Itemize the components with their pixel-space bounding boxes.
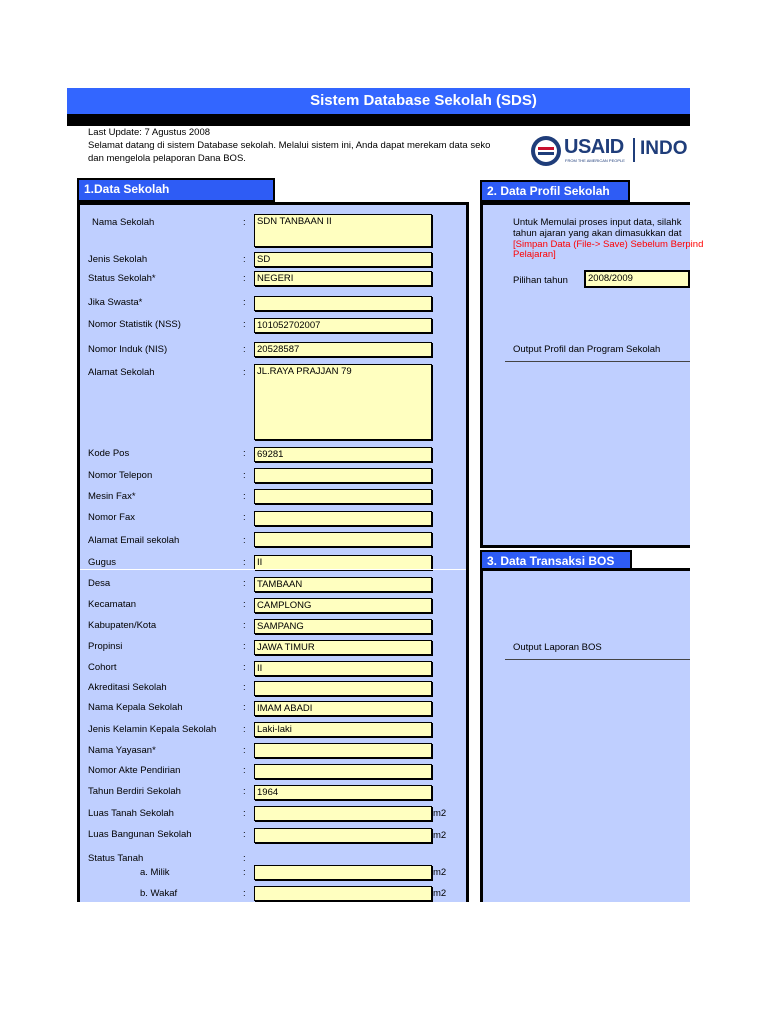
title-bar <box>67 88 690 114</box>
last-update: Last Update: 7 Agustus 2008 <box>88 127 211 138</box>
output-profil-underline <box>505 361 690 362</box>
unit-label: m2 <box>433 830 447 841</box>
field-label: Gugus <box>88 557 116 568</box>
field-colon: : <box>243 853 246 864</box>
data-transaksi-panel <box>480 568 690 902</box>
save-warning-1: [Simpan Data (File-> Save) Sebelum Berpind <box>513 239 704 250</box>
field-colon: : <box>243 512 246 523</box>
field-input[interactable]: 20528587 <box>254 342 432 357</box>
field-label: Nama Sekolah <box>92 217 155 228</box>
output-bos-underline <box>505 659 690 660</box>
field-label: Jenis Sekolah <box>88 254 148 265</box>
field-input[interactable]: 101052702007 <box>254 318 432 333</box>
field-input[interactable] <box>254 489 432 504</box>
field-input[interactable] <box>254 828 432 843</box>
profil-instruction-1: Untuk Memulai proses input data, silahk <box>513 217 682 228</box>
field-colon: : <box>243 297 246 308</box>
year-select[interactable]: 2008/2009 <box>584 270 690 288</box>
unit-label: m2 <box>433 808 447 819</box>
field-input[interactable]: SAMPANG <box>254 619 432 634</box>
field-input[interactable] <box>254 865 432 880</box>
field-label: Mesin Fax* <box>88 491 136 502</box>
welcome-text-2: dan mengelola pelaporan Dana BOS. <box>88 153 246 164</box>
field-colon: : <box>243 829 246 840</box>
field-input[interactable] <box>254 806 432 821</box>
field-input[interactable]: Laki-laki <box>254 722 432 737</box>
field-colon: : <box>243 273 246 284</box>
field-label: Nama Kepala Sekolah <box>88 702 183 713</box>
field-input[interactable]: 1964 <box>254 785 432 800</box>
field-colon: : <box>243 535 246 546</box>
field-colon: : <box>243 808 246 819</box>
field-colon: : <box>243 724 246 735</box>
field-label: Cohort <box>88 662 117 673</box>
field-colon: : <box>243 491 246 502</box>
field-label: Akreditasi Sekolah <box>88 682 167 693</box>
field-input[interactable]: IMAM ABADI <box>254 701 432 716</box>
usaid-tagline: FROM THE AMERICAN PEOPLE <box>565 158 625 163</box>
gugus-divider <box>80 569 466 570</box>
section-data-transaksi-header: 3. Data Transaksi BOS <box>480 550 632 571</box>
field-input[interactable] <box>254 296 432 311</box>
usaid-wordmark: USAID <box>564 136 624 158</box>
indonesia-wordmark: INDO <box>640 138 688 159</box>
field-input[interactable] <box>254 532 432 547</box>
field-input[interactable]: SD <box>254 252 432 267</box>
section-data-sekolah-header: 1.Data Sekolah <box>77 178 275 202</box>
field-input[interactable]: TAMBAAN <box>254 577 432 592</box>
field-input[interactable] <box>254 681 432 696</box>
section-data-profil-header: 2. Data Profil Sekolah <box>480 180 630 202</box>
field-colon: : <box>243 620 246 631</box>
field-colon: : <box>243 702 246 713</box>
welcome-text-1: Selamat datang di sistem Database sekolah. Melalui sistem ini, Anda dapat merekam data seko <box>88 140 491 151</box>
field-colon: : <box>243 641 246 652</box>
field-label: Kode Pos <box>88 448 130 459</box>
output-bos-link[interactable]: Output Laporan BOS <box>513 642 602 653</box>
field-input[interactable] <box>254 886 432 901</box>
field-label: Kabupaten/Kota <box>88 620 157 631</box>
field-label: Luas Bangunan Sekolah <box>88 829 192 840</box>
title-underline <box>67 114 690 126</box>
field-label: Nomor Fax <box>88 512 135 523</box>
field-input[interactable]: CAMPLONG <box>254 598 432 613</box>
field-input[interactable]: JL.RAYA PRAJJAN 79 <box>254 364 432 440</box>
field-label: Nama Yayasan* <box>88 745 156 756</box>
field-colon: : <box>243 888 246 899</box>
field-label: b. Wakaf <box>140 888 178 899</box>
field-label: Nomor Induk (NIS) <box>88 344 168 355</box>
field-input[interactable]: 69281 <box>254 447 432 462</box>
field-label: Jenis Kelamin Kepala Sekolah <box>88 724 217 735</box>
field-input[interactable]: JAWA TIMUR <box>254 640 432 655</box>
field-colon: : <box>243 367 246 378</box>
field-label: Nomor Telepon <box>88 470 153 481</box>
logo-divider <box>633 138 635 162</box>
field-label: Status Tanah <box>88 853 144 864</box>
field-colon: : <box>243 662 246 673</box>
field-label: Nomor Akte Pendirian <box>88 765 181 776</box>
usaid-seal-icon <box>530 135 562 167</box>
field-label: Nomor Statistik (NSS) <box>88 319 181 330</box>
field-input[interactable] <box>254 764 432 779</box>
field-input[interactable] <box>254 468 432 483</box>
field-label: Kecamatan <box>88 599 137 610</box>
field-label: a. Milik <box>140 867 170 878</box>
field-input[interactable]: II <box>254 661 432 676</box>
profil-instruction-2: tahun ajaran yang akan dimasukkan dat <box>513 228 682 239</box>
save-warning-2: Pelajaran] <box>513 249 556 260</box>
field-input[interactable] <box>254 511 432 526</box>
field-input[interactable]: NEGERI <box>254 271 432 286</box>
field-colon: : <box>243 448 246 459</box>
field-colon: : <box>243 745 246 756</box>
field-colon: : <box>243 599 246 610</box>
field-input[interactable]: II <box>254 555 432 570</box>
field-colon: : <box>243 867 246 878</box>
field-input[interactable]: SDN TANBAAN II <box>254 214 432 247</box>
field-colon: : <box>243 557 246 568</box>
field-label: Jika Swasta* <box>88 297 143 308</box>
field-colon: : <box>243 765 246 776</box>
field-colon: : <box>243 578 246 589</box>
field-label: Alamat Email sekolah <box>88 535 180 546</box>
unit-label: m2 <box>433 888 447 899</box>
field-colon: : <box>243 319 246 330</box>
field-colon: : <box>243 786 246 797</box>
field-label: Luas Tanah Sekolah <box>88 808 174 819</box>
field-label: Propinsi <box>88 641 123 652</box>
field-label: Alamat Sekolah <box>88 367 155 378</box>
usaid-logo <box>530 134 690 168</box>
output-profil-link[interactable]: Output Profil dan Program Sekolah <box>513 344 661 355</box>
field-colon: : <box>243 217 246 228</box>
field-label: Desa <box>88 578 111 589</box>
field-colon: : <box>243 254 246 265</box>
field-label: Status Sekolah* <box>88 273 156 284</box>
app-title: Sistem Database Sekolah (SDS) <box>310 92 537 109</box>
data-profil-panel <box>480 202 690 548</box>
field-colon: : <box>243 344 246 355</box>
year-label: Pilihan tahun <box>513 275 568 286</box>
field-input[interactable] <box>254 743 432 758</box>
field-colon: : <box>243 682 246 693</box>
field-label: Tahun Berdiri Sekolah <box>88 786 181 797</box>
unit-label: m2 <box>433 867 447 878</box>
field-colon: : <box>243 470 246 481</box>
